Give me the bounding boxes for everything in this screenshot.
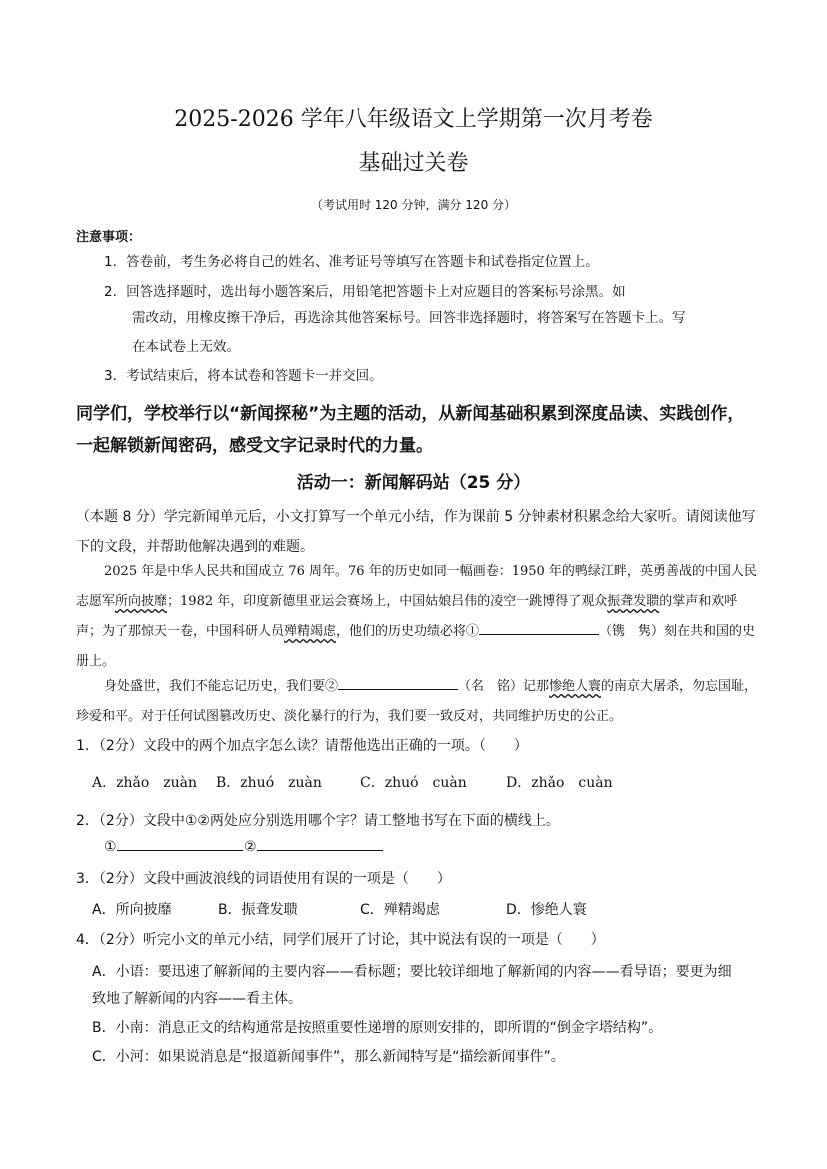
text: ；1982 年，印度新德里亚运会赛场上，中国姑娘吕伟的凌空一跳博得了观众 xyxy=(167,594,608,609)
page-title: 2025-2026 学年八年级语文上学期第一次月考卷 xyxy=(174,107,653,132)
passage-paragraph-1 xyxy=(76,557,760,677)
question-4: 4．（2分）听完小文的单元小结，同学们展开了讨论，其中说法有误的一项是（ ） xyxy=(76,932,605,948)
lead-text: （本题 8 分）学完新闻单元后，小文打算写一个单元小结，作为课前 5 分钟素材积累念给大家听。请阅读他写下的文段，并帮助他解决遇到的难题。 xyxy=(76,509,756,555)
option-b[interactable]: B．振聋发聩 xyxy=(218,902,298,918)
exam-info: （考试用时 120 分钟，满分 120 分） xyxy=(310,198,517,212)
option-a-cont[interactable]: 致地了解新闻的内容——看主体。 xyxy=(92,991,302,1007)
option-b[interactable]: B．zhuó zuàn xyxy=(216,775,322,791)
answer-line-1[interactable] xyxy=(104,836,243,855)
text: 身处盛世，我们不能忘记历史，我们要② xyxy=(104,679,339,694)
note-item: 1．答卷前，考生务必将自己的姓名、准考证号等填写在答题卡和试卷指定位置上。 xyxy=(104,254,599,270)
option-a[interactable]: A．所向披靡 xyxy=(92,902,172,918)
text: （名 铭）记那 xyxy=(458,679,550,694)
note-item: 3．考试结束后，将本试卷和答题卡一并交回。 xyxy=(104,368,383,384)
text: ，他们的历史功绩必将① xyxy=(336,624,480,639)
answer-line-2[interactable] xyxy=(244,836,383,855)
option-c[interactable]: C．小河：如果说消息是“报道新闻事件”，那么新闻特写是“描绘新闻事件”。 xyxy=(92,1049,565,1065)
text: （镌 隽）刻在共和国的史册上。 xyxy=(76,624,756,669)
note-item: 需改动，用橡皮擦干净后，再选涂其他答案标号。回答非选择题时，将答案写在答题卡上。写 xyxy=(132,310,686,326)
blank[interactable] xyxy=(117,836,243,851)
option-c[interactable]: C．殚精竭虑 xyxy=(360,902,440,918)
note-item: 2．回答选择题时，选出每小题答案后，用铅笔把答题卡上对应题目的答案标号涂黑。如 xyxy=(104,284,626,300)
option-d[interactable]: D．惨绝人寰 xyxy=(506,902,587,918)
option-a[interactable]: A．zhǎo zuàn xyxy=(92,775,198,791)
option-c[interactable]: C．zhuó cuàn xyxy=(360,775,467,791)
wavy-word: 惨绝人寰 xyxy=(549,679,602,694)
circle-1-label: ① xyxy=(104,839,117,855)
passage-paragraph-2 xyxy=(76,672,760,732)
text: 2025 年是中华人民共和国成立 76 周年。76 年的历史如同一幅画卷：1950 年的鸭绿江畔，英勇善战的中国人民志愿军 xyxy=(76,564,757,609)
option-d[interactable]: D．zhǎo cuàn xyxy=(506,775,613,791)
option-a[interactable]: A．小语：要迅速了解新闻的主要内容——看标题；要比较详细地了解新闻的内容——看导语；要更为细 xyxy=(92,964,732,980)
question-1: 1．（2分）文段中的两个加点字怎么读？请帮他选出正确的一项。（ ） xyxy=(76,738,528,754)
page-subtitle: 基础过关卷 xyxy=(358,151,469,176)
circle-2-label: ② xyxy=(244,839,257,855)
wavy-word: 振聋发聩 xyxy=(607,594,660,609)
blank-2[interactable] xyxy=(338,675,458,690)
notes-heading: 注意事项： xyxy=(76,230,142,245)
blank[interactable] xyxy=(257,836,383,851)
wavy-word: 所向披靡 xyxy=(115,594,168,609)
option-b[interactable]: B．小南：消息正文的结构通常是按照重要性递增的原则安排的，即所谓的“倒金字塔结构”。 xyxy=(92,1020,663,1036)
question-2: 2．（2分）文段中①②两处应分别选用哪个字？请工整地书写在下面的横线上。 xyxy=(76,813,560,829)
wavy-word: 殚精竭虑 xyxy=(284,624,337,639)
blank-1[interactable] xyxy=(479,620,599,635)
question-3: 3．（2分）文段中画波浪线的词语使用有误的一项是（ ） xyxy=(76,871,451,887)
section-heading: 活动一：新闻解码站（25 分） xyxy=(296,473,531,493)
text: 的南京大屠杀，勿忘国耻，珍爱和平。对于任何试图篡改历史、淡化暴行的行为，我们要一致反对，共同维护历史的公正。 xyxy=(76,679,758,724)
note-item: 在本试卷上无效。 xyxy=(132,339,240,355)
text: 的掌声和欢呼声；为了那惊天一卷，中国科研人员 xyxy=(76,594,738,639)
intro-text: 同学们，学校举行以“新闻探秘”为主题的活动，从新闻基础积累到深度品读、实践创作，一起解锁新闻密码，感受文字记录时代的力量。 xyxy=(76,404,745,456)
